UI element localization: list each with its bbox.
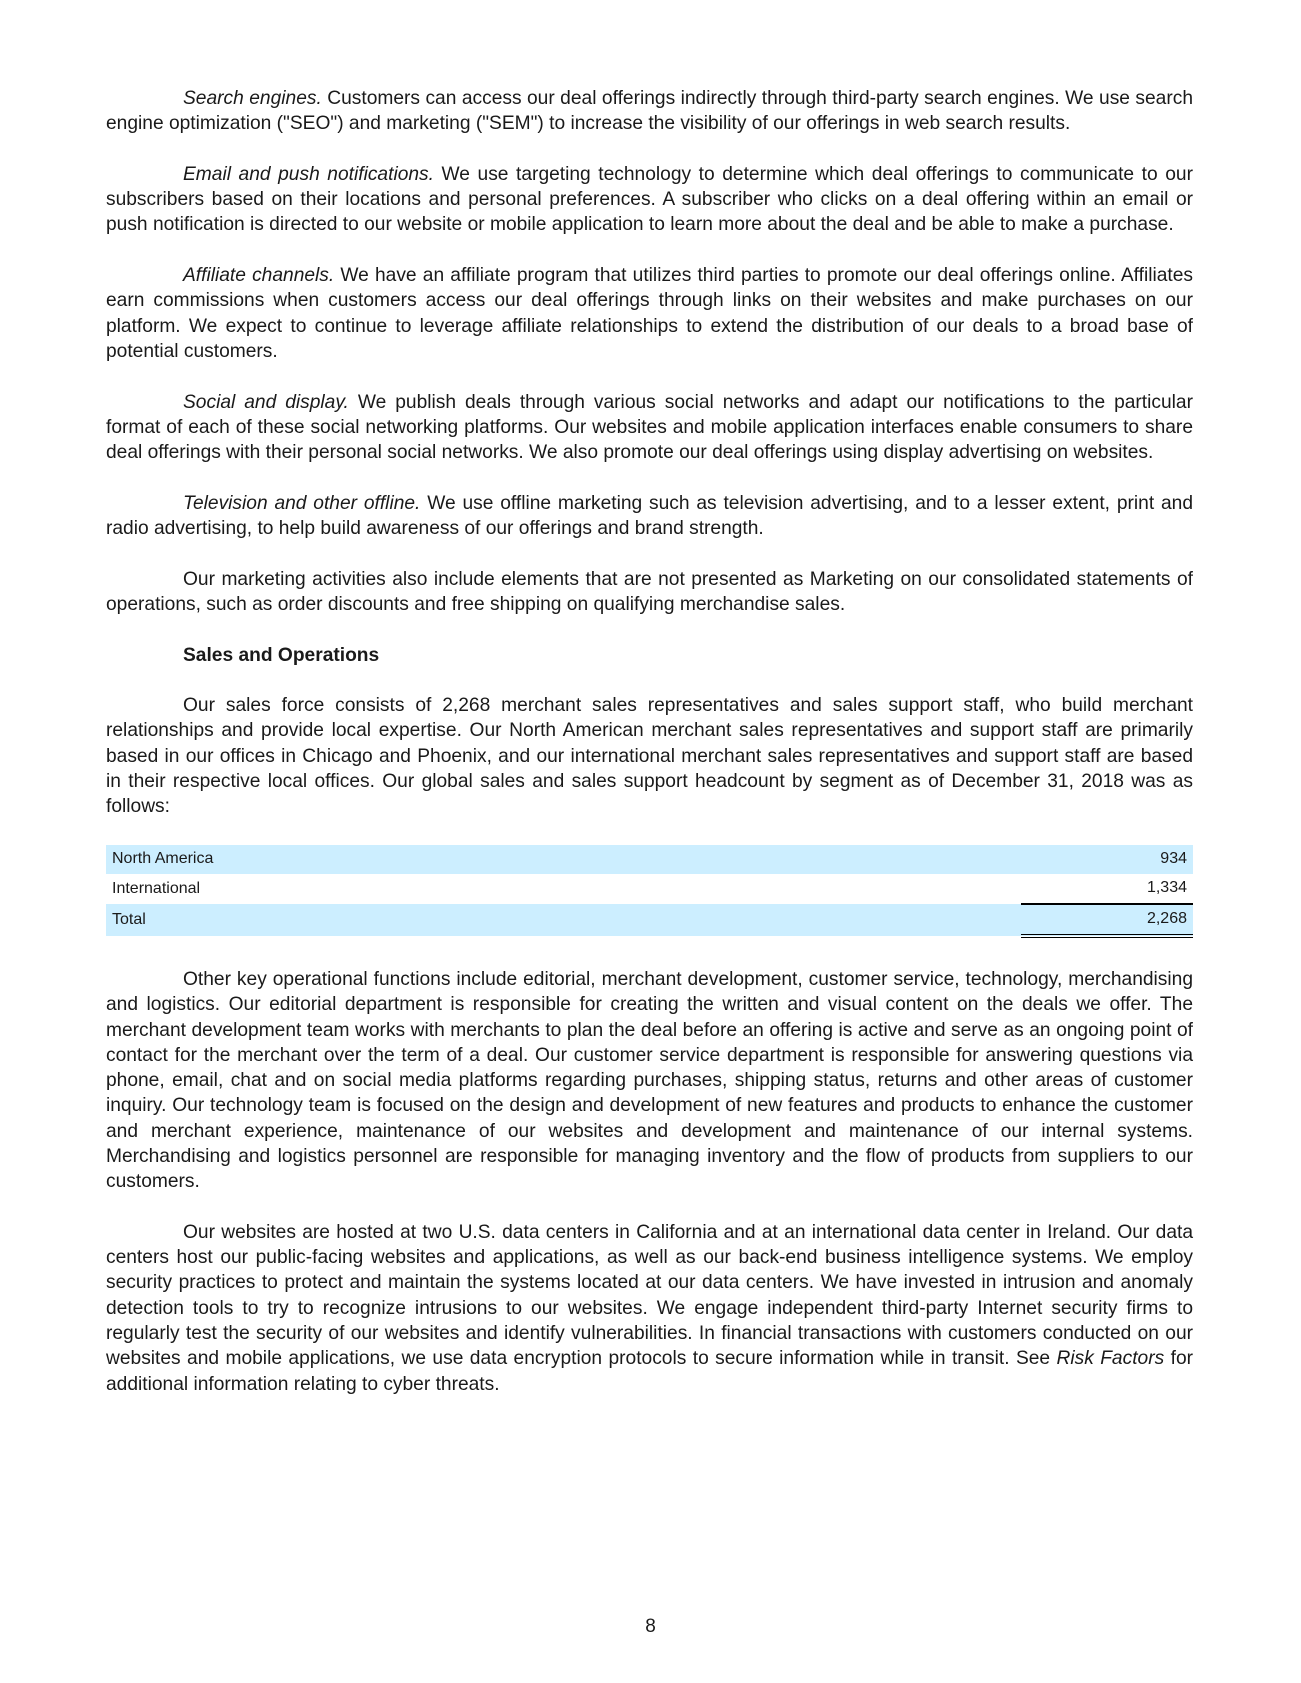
table-cell-label: International [112, 879, 201, 897]
risk-factors-reference: Risk Factors [1056, 1348, 1165, 1370]
paragraph-lead-television: Television and other offline. [183, 492, 421, 514]
paragraph-text-data-centers: Our websites are hosted at two U.S. data centers in California and at an international data center in Ireland. Our data centers host our public-facing websites and applications, as well as our back-end business intelligence systems. We employ security practices to protect and maintain the systems located at our data centers. We have invested in intrusion and anomaly detection tools to try to recognize intrusions to our websites. We engage independent third-party Internet security firms to regularly test the security of our websites and identify vulnerabilities. In financial transactions with customers conducted on our websites and mobile applications, we use data encryption protocols to secure information while in transit. See [106, 1221, 1193, 1370]
page-content [106, 86, 1193, 1422]
table-cell-value: 2,268 [1021, 904, 1193, 936]
paragraph-text-television: We use offline marketing such as television advertising, and to a lesser extent, print and radio advertising, to help build awareness of our offerings and brand strength. [106, 492, 1193, 540]
paragraph-email-push [106, 162, 1193, 238]
paragraph-data-centers [106, 1220, 1193, 1397]
paragraph-television [106, 491, 1193, 542]
paragraph-search-engines [106, 86, 1193, 137]
page-number: 8 [645, 1616, 656, 1637]
table-row-international [106, 874, 1193, 904]
table-cell-value: 934 [1021, 845, 1193, 874]
paragraph-lead-search-engines: Search engines. [183, 88, 322, 109]
paragraph-lead-email-push: Email and push notifications. [183, 163, 434, 185]
paragraph-marketing-other: Our marketing activities also include elements that are not presented as Marketing on our consolidated statements of operations, such as order discounts and free shipping on qualifying merchandise sales. [106, 568, 1193, 615]
paragraph-text-social-display: We publish deals through various social networks and adapt our notifications to the particular format of each of these social networking platforms. Our websites and mobile application interfaces enable consumers to share deal offerings with their personal social networks. We also promote our deal offerings using display advertising on websites. [106, 391, 1193, 464]
table-row-north-america [106, 845, 1193, 874]
paragraph-affiliate [106, 263, 1193, 364]
headcount-table [106, 845, 1193, 938]
paragraph-sales-force: Our sales force consists of 2,268 merchant sales representatives and sales support staff, who build merchant relationships and provide local expertise. Our North American merchant sales representatives and support staff are primarily based in our offices in Chicago and Phoenix, and our international merchant sales representatives and support staff are based in their respective local offices. Our global sales and sales support headcount by segment as of December 31, 2018 was as follows: [106, 695, 1193, 818]
table-row-total [106, 904, 1193, 936]
paragraph-lead-affiliate: Affiliate channels. [183, 265, 335, 287]
paragraph-social-display [106, 390, 1193, 466]
table-cell-value: 1,334 [1146, 879, 1187, 897]
section-heading-sales-operations: Sales and Operations [183, 644, 380, 666]
paragraph-operational-functions: Other key operational functions include editorial, merchant development, customer service, technology, merchandising and logistics. Our editorial department is responsible for creating the written and visual content on the deals we offer. The merchant development team works with merchants to plan the deal before an offering is active and serve as an ongoing point of contact for the merchant over the term of a deal. Our customer service department is responsible for answering questions via phone, email, chat and on social media platforms regarding purchases, shipping status, returns and other areas of customer inquiry. Our technology team is focused on the design and development of new features and products to enhance the customer and merchant experience, maintenance of our websites and development and maintenance of our internal systems. Merchandising and logistics personnel are responsible for managing inventory and the flow of products from suppliers to our customers. [106, 968, 1193, 1193]
paragraph-lead-social-display: Social and display. [183, 391, 349, 413]
paragraph-text-email-push: We use targeting technology to determine which deal offerings to communicate to our subscribers based on their locations and personal preferences. A subscriber who clicks on a deal offering within an email or push notification is directed to our website or mobile application to learn more about the deal and be able to make a purchase. [106, 163, 1193, 236]
table-cell-label: North America [106, 845, 1021, 874]
paragraph-text-search-engines: Customers can access our deal offerings indirectly through third-party search engines. We use search engine optimization ("SEO") and marketing ("SEM") to increase the visibility of our offerings in web search results. [106, 88, 1193, 135]
paragraph-text-affiliate: We have an affiliate program that utilizes third parties to promote our deal offerings online. Affiliates earn commissions when customers access our deal offerings through links on their websites and make purchases on our platform. We expect to continue to leverage affiliate relationships to extend the distribution of our deals to a broad base of potential customers. [106, 265, 1193, 362]
table-cell-label: Total [106, 904, 1021, 936]
paragraph-text-data-centers-end: for additional information relating to cyber threats. [106, 1348, 1194, 1395]
